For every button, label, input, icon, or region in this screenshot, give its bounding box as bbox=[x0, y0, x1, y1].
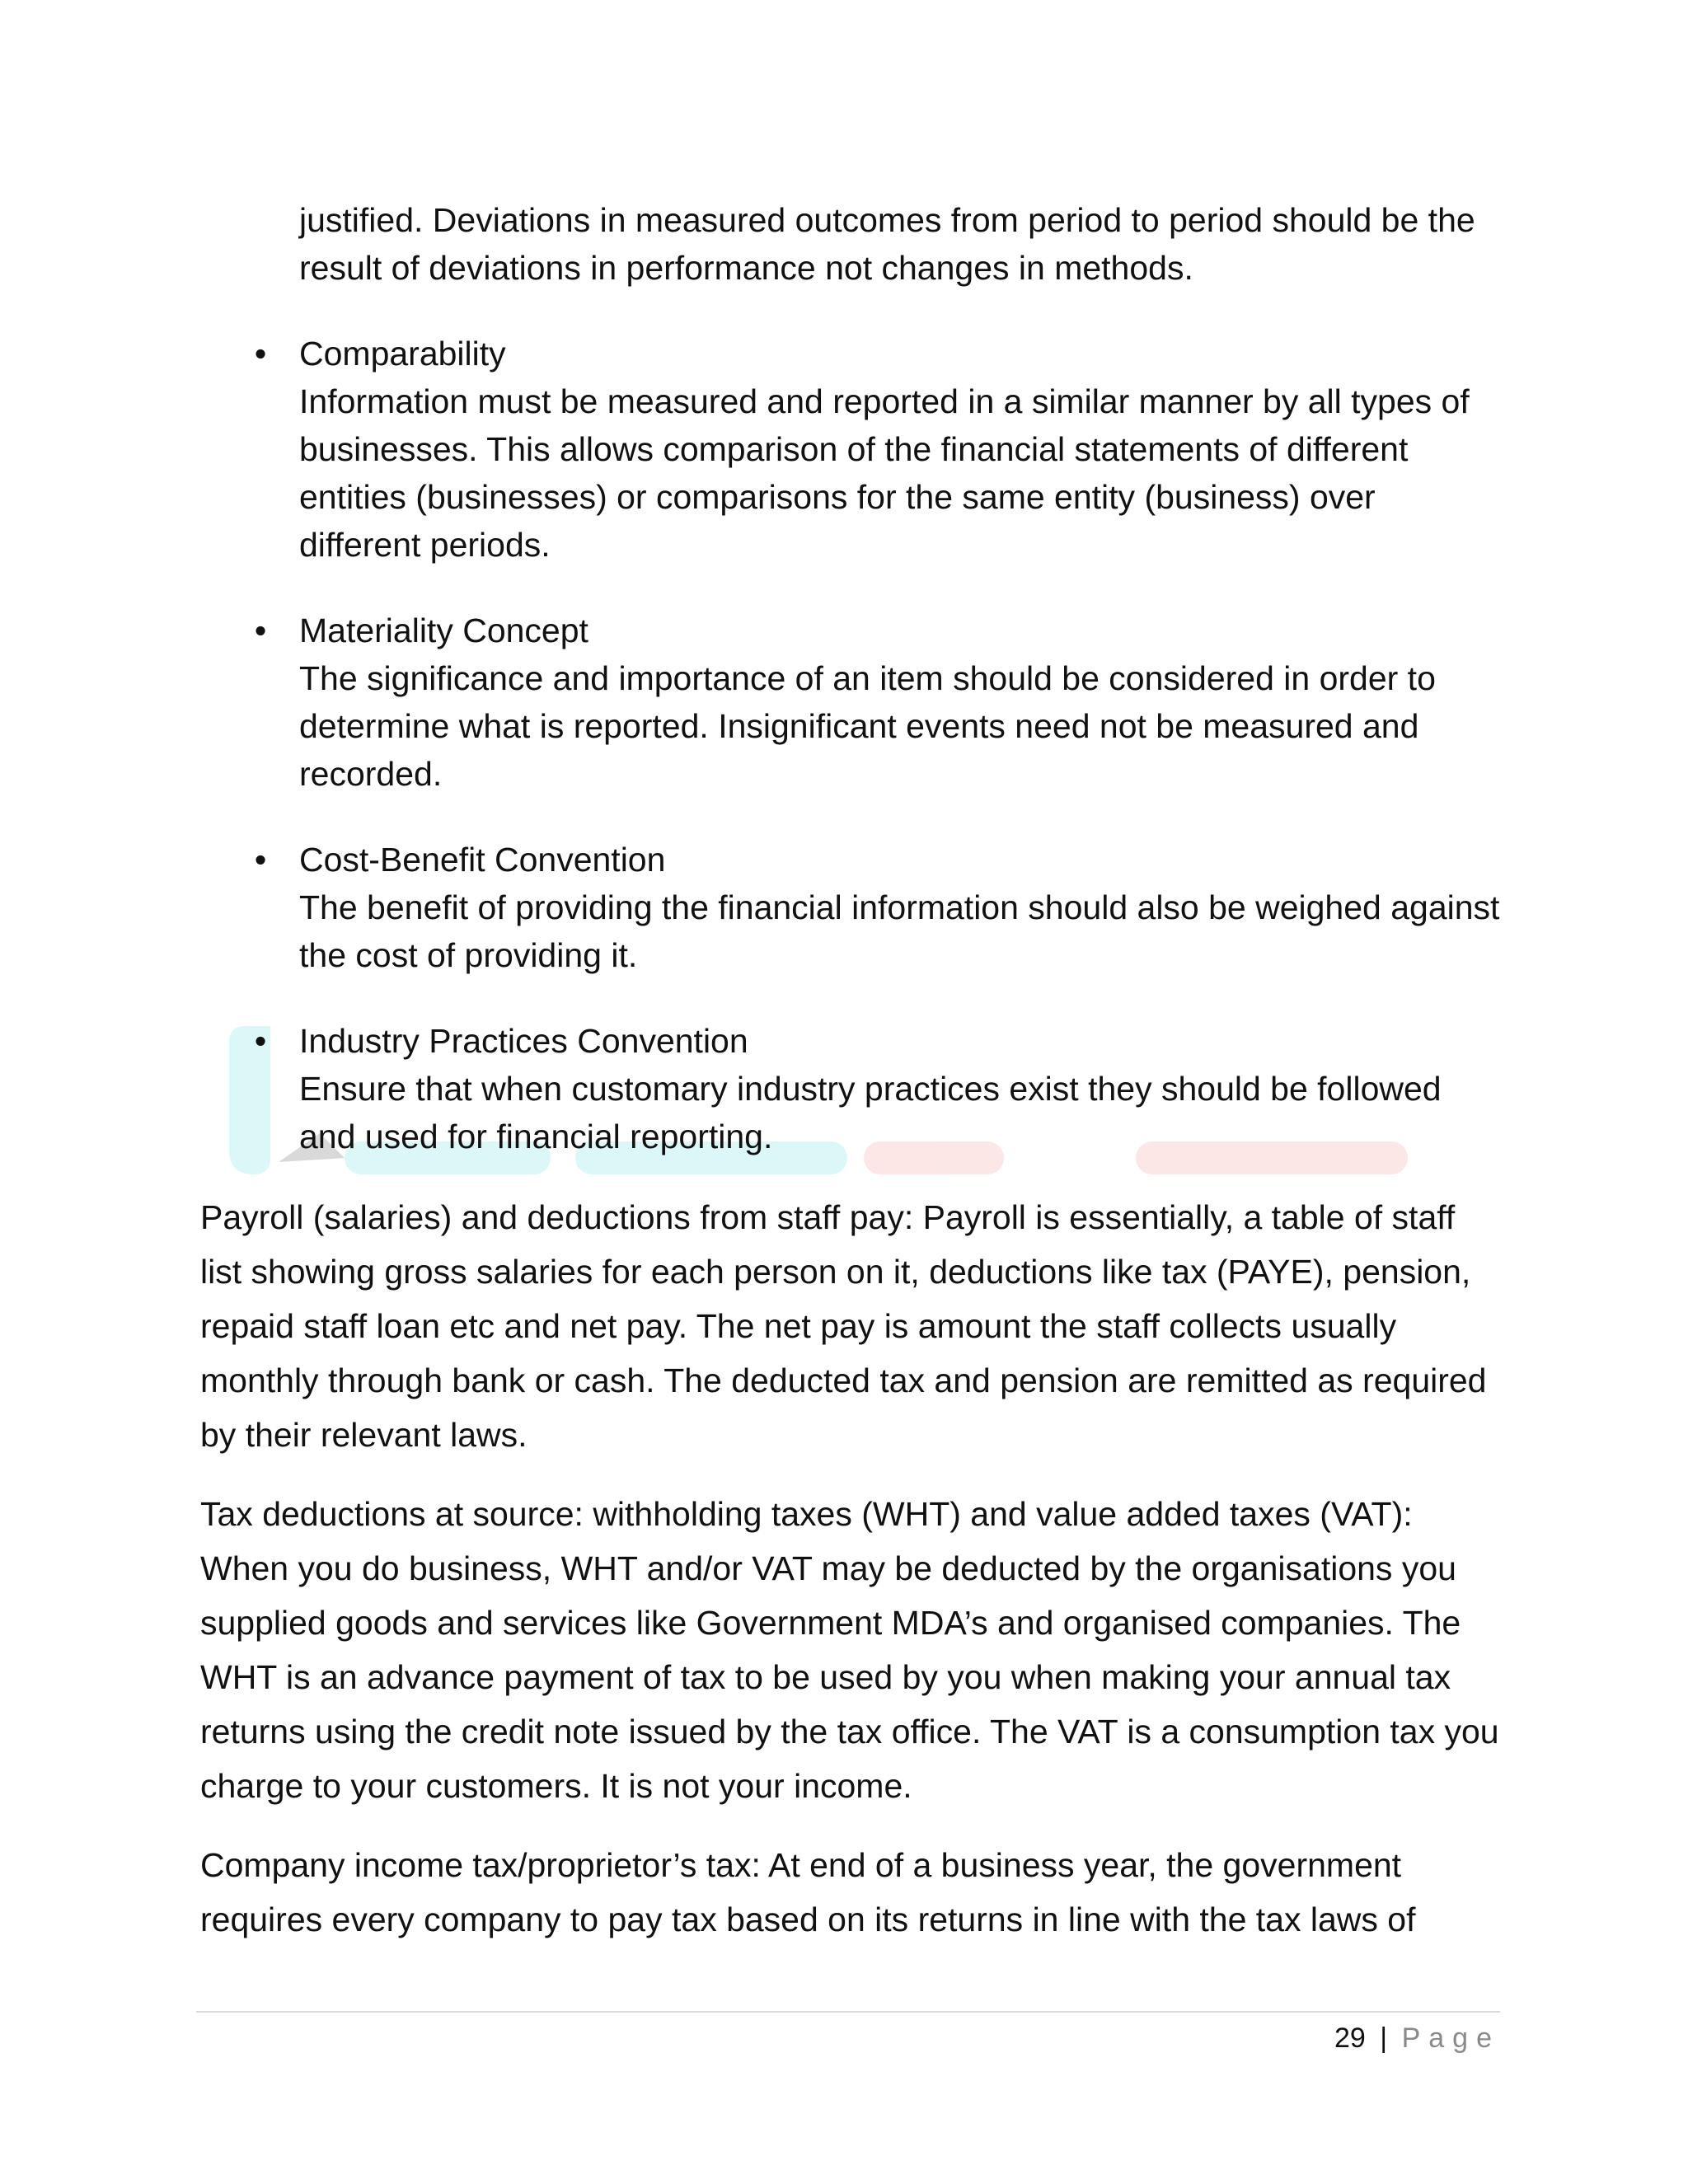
company-tax-paragraph: Company income tax/proprietor’s tax: At end of a business year, the government requires every company to pay tax based on its returns in line with the tax laws of bbox=[200, 1846, 1416, 1938]
bullet-icon: • bbox=[254, 1022, 267, 1060]
list-item-title: Comparability bbox=[299, 335, 506, 373]
page-number: 29 bbox=[1334, 2022, 1366, 2054]
page-footer bbox=[1334, 2018, 1500, 2059]
page-label: Page bbox=[1401, 2022, 1500, 2054]
list-item-description: The benefit of providing the financial information should also be weighed against the cost of providing it. bbox=[299, 888, 1500, 974]
footer-divider bbox=[196, 2011, 1500, 2013]
list-item-comparability bbox=[200, 330, 1503, 569]
list-item-description: Ensure that when customary industry practices exist they should be followed and used for financial reporting. bbox=[299, 1070, 1442, 1155]
conventions-list bbox=[200, 330, 1503, 1160]
bullet-icon: • bbox=[254, 335, 267, 373]
list-item-cost-benefit bbox=[200, 836, 1503, 979]
list-item-industry-practices bbox=[200, 1017, 1503, 1160]
bullet-icon: • bbox=[254, 841, 267, 879]
payroll-paragraph: Payroll (salaries) and deductions from staff pay: Payroll is essentially, a table of staff list showing gross salaries for each person on it, deductions like tax (PAYE), pension, repaid staff loan etc and net pay. The net pay is amount the staff collects usually monthly through bank or cash. The deducted tax and pension are remitted as required by their relevant laws. bbox=[200, 1198, 1487, 1454]
list-item-description: The significance and importance of an item should be considered in order to determine what is reported. Insignificant events need not be measured and recorded. bbox=[299, 659, 1436, 793]
bullet-icon: • bbox=[254, 612, 267, 649]
list-item-title: Cost-Benefit Convention bbox=[299, 841, 666, 879]
list-item-title: Industry Practices Convention bbox=[299, 1022, 748, 1060]
document-body bbox=[200, 196, 1503, 1971]
footer-separator: | bbox=[1380, 2022, 1388, 2054]
intro-paragraph: justified. Deviations in measured outcomes from period to period should be the result of deviations in performance not changes in methods. bbox=[299, 201, 1475, 287]
list-item-description: Information must be measured and reported in a similar manner by all types of businesses. This allows comparison of the financial statements of different entities (businesses) or comparisons for the same entity (business) over different periods. bbox=[299, 382, 1470, 564]
tax-deductions-paragraph: Tax deductions at source: withholding taxes (WHT) and value added taxes (VAT): When you do business, WHT and/or VAT may be deducted by the organisations you supplied goods and services like Government MDA’s and organised companies. The WHT is an advance payment of tax to be used by you when making your annual tax returns using the credit note issued by the tax office. The VAT is a consumption tax you charge to your customers. It is not your income. bbox=[200, 1495, 1499, 1805]
list-item-materiality bbox=[200, 607, 1503, 798]
list-item-title: Materiality Concept bbox=[299, 612, 588, 649]
